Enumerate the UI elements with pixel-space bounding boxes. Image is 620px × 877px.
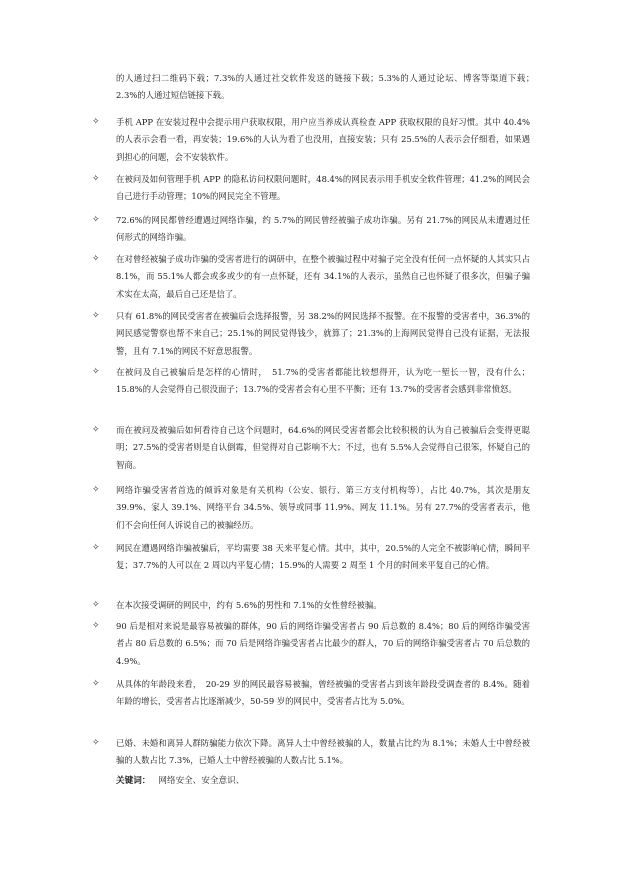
- diamond-bullet-icon: ✧: [92, 254, 100, 264]
- keywords-label: 关键词：: [116, 776, 151, 786]
- diamond-bullet-icon: ✧: [92, 311, 100, 321]
- bullet-text: 手机 APP 在安装过程中会提示用户获取权限，用户应当养成认真检查 APP 获取权限的良好习惯。其中 40.4%的人表示会看一看，再安装；19.6%的人认为看了也没用，直接安装；只有 25.5%的人表示会仔细看，如果遇到担心的问题，会不安装软件。: [116, 117, 530, 162]
- bullet-text: 而在被问及被骗后如何看待自己这个问题时，64.6%的网民受害者都会比较积极的认为自己被骗后会变得更聪明；27.5%的受害者则是自认倒霉，但觉得对自己影响不大；不过，也有 5.5%人会觉得自己很笨，怀疑自己的智商。: [116, 425, 530, 470]
- diamond-bullet-icon: ✧: [92, 117, 100, 127]
- bullet-text: 72.6%的网民都曾经遭遇过网络诈骗，约 5.7%的网民曾经被骗子成功诈骗。另有 21.7%的网民从未遭遇过任何形式的网络诈骗。: [116, 215, 530, 243]
- bullet-text: 在被问及自己被骗后是怎样的心情时， 51.7%的受害者都能比较想得开，认为吃一堑长一智，没有什么；15.8%的人会觉得自己很没面子；13.7%的受害者会有心里不平衡；还有 13.7%的受害者会感到非常愤怒。: [116, 367, 530, 395]
- diamond-bullet-icon: ✧: [92, 738, 100, 748]
- diamond-bullet-icon: ✧: [92, 600, 100, 610]
- bullet-text: 网民在遭遇网络诈骗被骗后，平均需要 38 天来平复心情。其中，其中，20.5%的人完全不被影响心情，瞬间平复；37.7%的人可以在 2 周以内平复心情；15.9%的人需要 2 周至 1 个月的时间来平复自己的心情。: [116, 543, 530, 571]
- bullet-text: 只有 61.8%的网民受害者在被骗后会选择报警，另 38.2%的网民选择不报警。在不报警的受害者中，36.3%的网民感觉警察也帮不来自己；25.1%的网民觉得钱少，就算了；21.3%的上海网民觉得自己没有证据，无法报警，且有 7.1%的网民不好意思报警。: [116, 311, 530, 356]
- bullet-text: 90 后是相对来说是最容易被骗的群体，90 后的网络诈骗受害者占 90 后总数的 8.4%；80 后的网络诈骗受害者占 80 后总数的 6.5%；而 70 后是网络诈骗受害者占比最少的群人，70 后的网络诈骗受害者占 70 后总数的 4.9%。: [116, 621, 530, 666]
- diamond-bullet-icon: ✧: [92, 679, 100, 689]
- diamond-bullet-icon: ✧: [92, 425, 100, 435]
- bullet-text: 在对曾经被骗子成功诈骗的受害者进行的调研中，在整个被骗过程中对骗子完全没有任何一点怀疑的人其实只占 8.1%，而 55.1%人都会或多或少的有一点怀疑，还有 34.1%的人表示，虽然自己也怀疑了很多次，但骗子骗术实在太高，最后自己还是信了。: [116, 254, 530, 299]
- diamond-bullet-icon: ✧: [92, 367, 100, 377]
- bullet-text: 从具体的年龄段来看， 20-29 岁的网民最容易被骗，曾经被骗的受害者占到该年龄段受调查者的 8.4%。随着年龄的增长，受害者占比逐渐减少，50-59 岁的网民中，受害者占比为 5.0%。: [116, 679, 530, 707]
- diamond-bullet-icon: ✧: [92, 215, 100, 225]
- bullet-text: 在被问及如何管理手机 APP 的隐私访问权限问题时，48.4%的网民表示用手机安全软件管理；41.2%的网民会自己进行手动管理；10%的网民完全不管理。: [116, 174, 530, 202]
- bullet-text: 在本次接受调研的网民中，约有 5.6%的男性和 7.1%的女性曾经被骗。: [116, 600, 382, 610]
- bullet-text: 已婚、未婚和离异人群防骗能力依次下降。离异人士中曾经被骗的人，数量占比约为 8.1%；未婚人士中曾经被骗的人数占比 7.3%，已婚人士中曾经被骗的人数占比 5.1%。: [116, 738, 530, 766]
- continuation-paragraph: 的人通过扫二维码下载；7.3%的人通过社交软件发送的链接下载；5.3%的人通过论坛、博客等渠道下载； 2.3%的人通过短信链接下载。: [116, 73, 539, 101]
- keywords-value: 网络安全、安全意识、: [158, 776, 245, 786]
- diamond-bullet-icon: ✧: [92, 174, 100, 184]
- diamond-bullet-icon: ✧: [92, 543, 100, 553]
- bullet-text: 网络诈骗受害者首选的倾诉对象是有关机构（公安、银行、第三方支付机构等），占比 40.7%，其次是朋友 39.9%、家人 39.1%、网络平台 34.5%、领导或同事 11.9%、网友 11.1%。另有 27.7%的受害者表示，他们不会向任何人诉说自己的被骗经历。: [116, 485, 530, 530]
- diamond-bullet-icon: ✧: [92, 485, 100, 495]
- diamond-bullet-icon: ✧: [92, 621, 100, 631]
- keywords-line: [116, 773, 244, 790]
